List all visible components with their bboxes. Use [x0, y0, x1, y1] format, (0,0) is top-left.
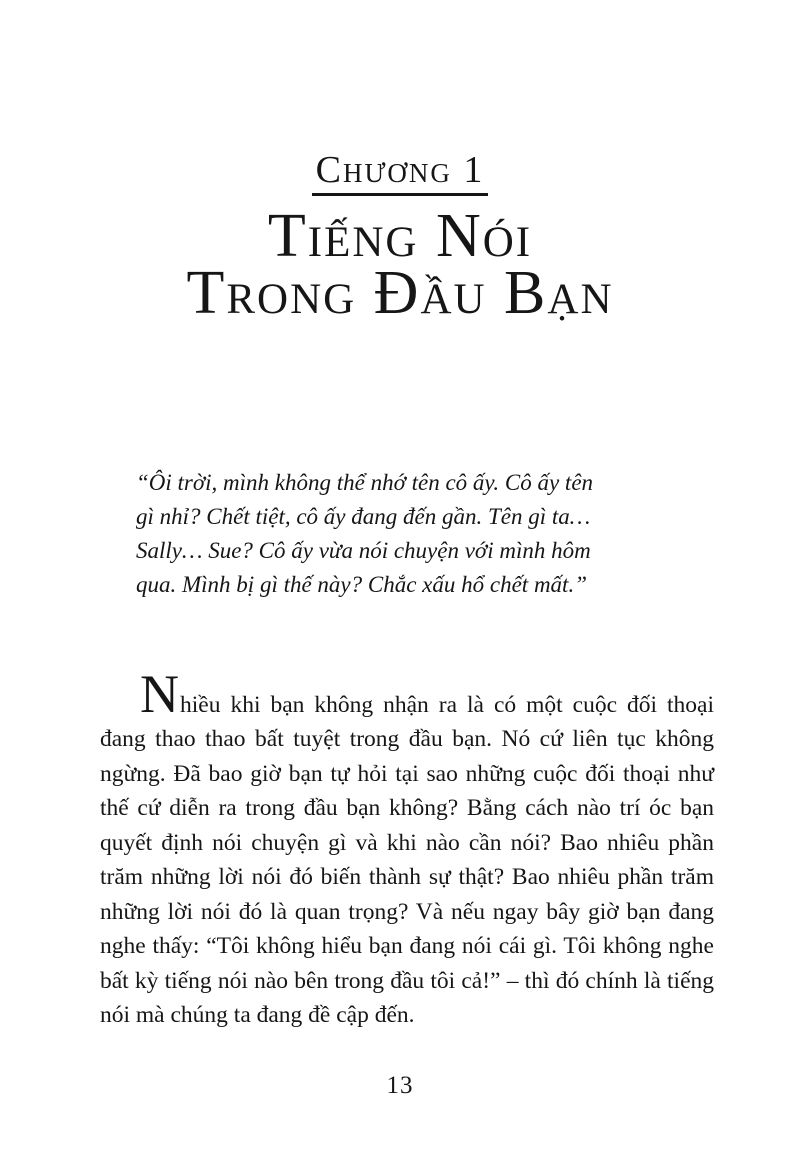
drop-cap: N [140, 663, 180, 724]
epigraph-quote: “Ôi trời, mình không thể nhớ tên cô ấy. Cô ấy tên gì nhỉ? Chết tiệt, cô ấy đang đến gần. Tên gì ta… Sally… Sue? Cô ấy vừa nói chuyện với mình hôm qua. Mình bị gì thế này? Chắc xấu hổ chết mất.” [136, 470, 594, 597]
body-paragraph-text: hiều khi bạn không nhận ra là có một cuộc đối thoại đang thao thao bất tuyệt trong đầu bạn. Nó cứ liên tục không ngừng. Đã bao giờ bạn tự hỏi tại sao những cuộc đối thoại như thế cứ diễn ra trong đầu bạn không? Bằng cách nào trí óc bạn quyết định nói chuyện gì và khi nào cần nói? Bao nhiêu phần trăm những lời nói đó biến thành sự thật? Bao nhiêu phần trăm những lời nói đó là quan trọng? Và nếu ngay bây giờ bạn đang nghe thấy: “Tôi không hiểu bạn đang nói cái gì. Tôi không nghe bất kỳ tiếng nói nào bên trong đầu tôi cả!” – thì đó chính là tiếng nói mà chúng ta đang đề cập đến. [100, 691, 714, 1028]
chapter-title [0, 202, 800, 327]
chapter-title-line-1: Tiếng Nói [267, 202, 533, 270]
chapter-title-line-2: Trong Đầu Bạn [186, 259, 614, 327]
body-paragraph [100, 663, 714, 1033]
chapter-heading [0, 150, 800, 196]
chapter-label: Chương 1 [312, 150, 489, 196]
page-number: 13 [386, 1072, 414, 1099]
